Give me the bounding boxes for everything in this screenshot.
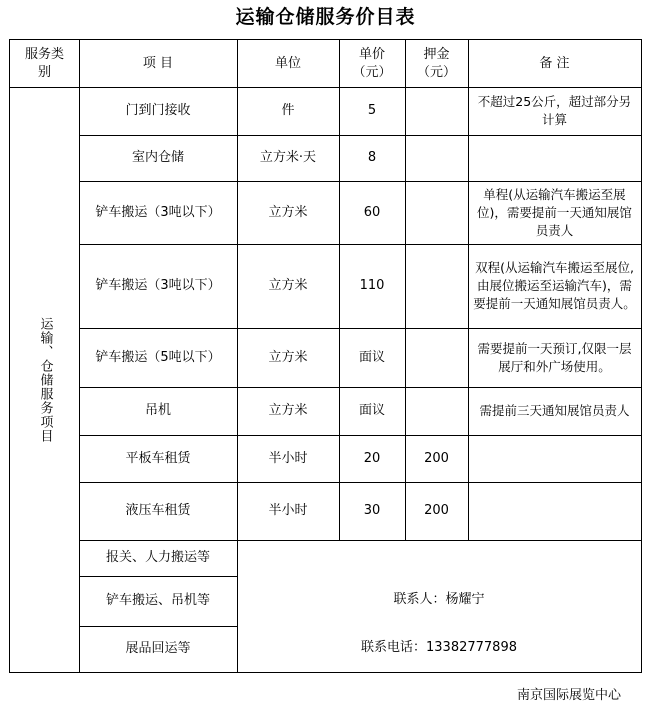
row-unit: 立方米·天 (259, 150, 317, 165)
page-title: 运输仓储服务价目表 (235, 6, 416, 28)
row-remark (468, 135, 641, 181)
organization-name: 南京国际展览中心 (516, 688, 621, 703)
row-item: 室内仓储 (131, 150, 184, 165)
header-item: 项 目 (142, 55, 174, 71)
row-price: 20 (363, 450, 381, 466)
row-price: 30 (363, 503, 381, 518)
row-remark: 需要提前一天预订,仅限一层展厅和外广场使用。 (477, 340, 632, 374)
row-deposit (405, 387, 468, 435)
row-deposit (405, 135, 468, 181)
row-price: 8 (367, 150, 377, 165)
header-unit: 单位 (274, 55, 301, 71)
row-deposit (405, 87, 468, 135)
row-item: 铲车搬运（5吨以下） (95, 349, 221, 365)
row-remark: 单程(从运输汽车搬运至展位)，需要提前一天通知展馆员责人 (477, 186, 632, 238)
category-cell (10, 87, 79, 672)
row-price: 5 (367, 103, 377, 118)
row-unit: 半小时 (268, 450, 308, 466)
header-category: 服务类别 (24, 46, 64, 80)
row-remark: 双程(从运输汽车搬运至展位,由展位搬运至运输汽车)，需要提前一天通知展馆员责人。 (473, 260, 636, 311)
row-item: 门到门接收 (125, 103, 191, 118)
contact-phone: 联系电话：13382777898 (361, 640, 517, 655)
row-unit: 半小时 (268, 503, 308, 518)
row-unit: 件 (281, 103, 295, 118)
extra-item: 展品回运等 (125, 641, 191, 656)
row-unit: 立方米 (268, 403, 308, 418)
row-item: 吊机 (144, 403, 171, 418)
row-item: 液压车租赁 (125, 503, 191, 518)
row-remark (468, 435, 641, 482)
row-item: 铲车搬运（3吨以下） (95, 204, 221, 220)
contact-person: 联系人：杨耀宁 (393, 592, 485, 607)
row-deposit (405, 328, 468, 387)
row-unit: 立方米 (268, 204, 308, 220)
row-item: 铲车搬运（3吨以下） (95, 278, 221, 293)
price-table (9, 39, 642, 673)
row-item: 平板车租赁 (125, 450, 191, 466)
row-deposit (405, 244, 468, 328)
row-price: 面议 (358, 349, 385, 365)
header-deposit: 押金（元） (416, 46, 456, 80)
category-label: 运输、仓储服务项目 (37, 316, 53, 443)
row-remark (468, 482, 641, 540)
row-deposit: 200 (424, 450, 449, 466)
row-price: 60 (363, 204, 381, 220)
row-unit: 立方米 (268, 278, 308, 293)
row-price: 面议 (358, 403, 385, 418)
row-deposit (405, 181, 468, 244)
row-remark: 不超过25公斤，超过部分另计算 (477, 94, 632, 127)
row-price: 110 (359, 278, 385, 293)
row-deposit: 200 (424, 503, 449, 518)
row-unit: 立方米 (268, 349, 308, 365)
header-remarks: 备 注 (539, 55, 570, 71)
extra-item: 铲车搬运、吊机等 (105, 593, 210, 608)
row-remark: 需提前三天通知展馆员责人 (479, 403, 630, 418)
extra-item: 报关、人力搬运等 (105, 550, 210, 565)
header-price: 单价（元） (352, 46, 392, 80)
